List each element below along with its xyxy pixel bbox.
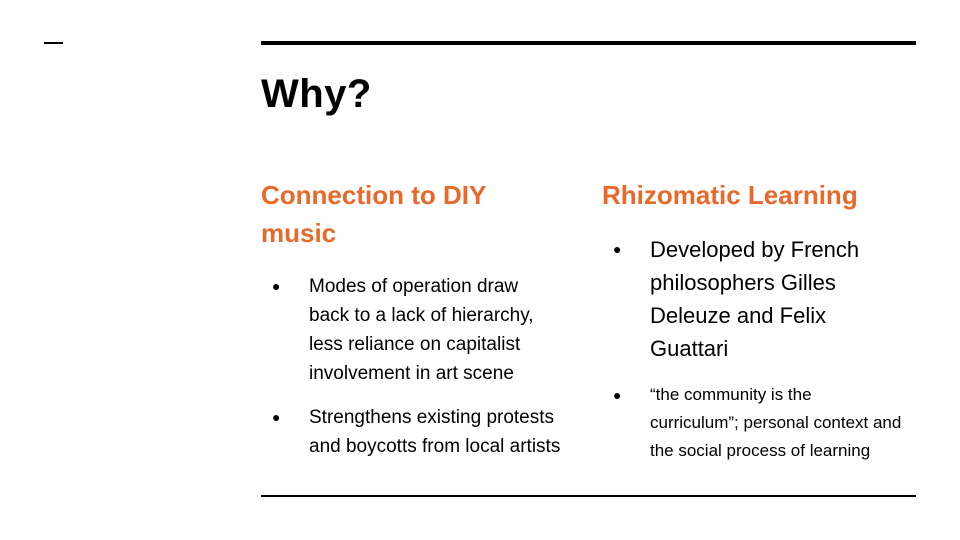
bullet-text: Modes of operation draw back to a lack of hierarchy, less reliance on capitalist involvement in art scene xyxy=(309,276,534,384)
right-column xyxy=(602,176,902,465)
bullet-icon: ● xyxy=(613,387,622,403)
title-top-rule xyxy=(261,41,916,45)
list-item xyxy=(602,381,902,465)
bullet-text: Developed by French philosophers Gilles Deleuze and Felix Guattari xyxy=(650,237,860,361)
slide-title: Why? xyxy=(261,72,372,116)
bullet-text: Strengthens existing protests and boycotts from local artists xyxy=(309,407,561,457)
left-column-heading: Connection to DIY music xyxy=(261,180,486,248)
list-item xyxy=(261,403,561,461)
left-column xyxy=(261,176,561,476)
right-bullet-list xyxy=(602,233,902,465)
right-column-heading: Rhizomatic Learning xyxy=(602,180,858,210)
content-bottom-rule xyxy=(261,495,916,497)
list-item xyxy=(261,272,561,388)
bullet-icon: ● xyxy=(272,409,281,425)
left-bullet-list xyxy=(261,272,561,461)
slide-corner-dash xyxy=(44,42,63,44)
bullet-icon: ● xyxy=(613,241,622,257)
bullet-text: “the community is the curriculum”; personal context and the social process of learning xyxy=(650,385,902,460)
list-item xyxy=(602,233,902,365)
bullet-icon: ● xyxy=(272,278,281,294)
